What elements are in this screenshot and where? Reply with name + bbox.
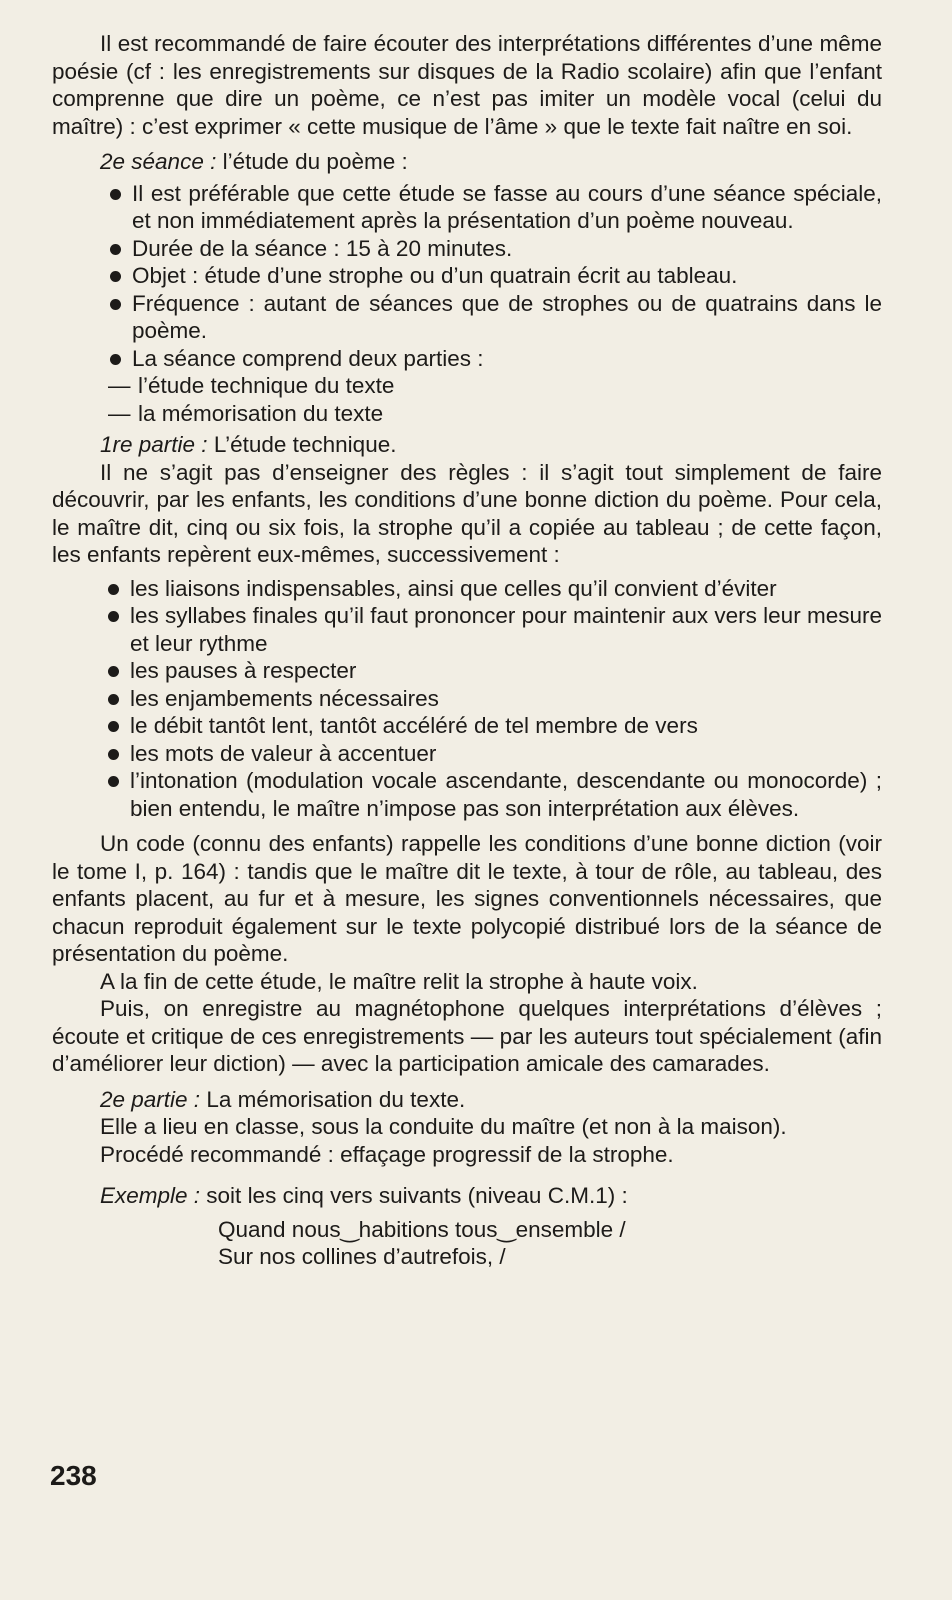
partie2-line1: Elle a lieu en classe, sous la conduite du maître (et non à la maison). — [100, 1114, 787, 1139]
bullet-icon — [110, 271, 121, 282]
list-item: — l’étude technique du texte — [108, 373, 395, 398]
partie2-label: 2e partie : — [100, 1086, 201, 1112]
verse-line: Sur nos collines d’autrefois, / — [218, 1244, 506, 1269]
fin-paragraph: A la fin de cette étude, le maître relit la strophe à haute voix. — [100, 968, 698, 994]
partie1-title: L’étude technique. — [207, 432, 397, 457]
page-number: 238 — [50, 1460, 97, 1491]
partie1-heading — [52, 431, 882, 459]
dash-glyph: — — [108, 400, 131, 426]
partie1-paragraph: Il ne s’agit pas d’enseigner des règles : il s’agit tout simplement de faire découvrir, par les enfants, les conditions d’une bonne diction du poème. Pour cela, le maître dit, cinq ou six fois, la strophe qu’il a copiée au tableau ; de cette façon, les enfants repèrent eux-mêmes, successivement : — [52, 459, 882, 567]
bullet-icon — [110, 189, 121, 200]
exemple-label: Exemple : — [100, 1183, 201, 1208]
bullet-icon — [110, 244, 121, 255]
list-item: les syllabes finales qu’il faut prononcer pour maintenir aux vers leur mesure et leur rythme — [52, 602, 882, 657]
list-item: Objet : étude d’une strophe ou d’un quatrain écrit au tableau. — [52, 262, 882, 290]
list-item: l’intonation (modulation vocale ascendante, descendante ou monocorde) ; bien entendu, le maître n’impose pas son interprétation aux élèves. — [52, 767, 882, 822]
list-item: les enjambements nécessaires — [52, 685, 882, 713]
code-paragraph: Un code (connu des enfants) rappelle les conditions d’une bonne diction (voir le tome I, p. 164) : tandis que le maître dit le texte, à tour de rôle, au tableau, des enfants placent, au fur et à mesure, les signes conventionnels nécessaires, que chacun reproduit également sur le texte polycopié distribué lors de la séance de présentation du poème. — [52, 831, 882, 966]
exemple-heading — [52, 1182, 882, 1210]
bullet-icon — [108, 584, 119, 595]
list-item: La séance comprend deux parties : — [52, 345, 882, 373]
list-item: Il est préférable que cette étude se fasse au cours d’une séance spéciale, et non immédiatement après la présentation d’un poème nouveau. — [52, 180, 882, 235]
partie2-title: La mémorisation du texte. — [200, 1086, 466, 1112]
bullet-icon — [108, 749, 119, 760]
bullet-icon — [108, 666, 119, 677]
seance2-list — [52, 180, 882, 373]
list-item: les pauses à respecter — [52, 657, 882, 685]
seance2-parts — [52, 372, 882, 427]
list-item: les liaisons indispensables, ainsi que celles qu’il convient d’éviter — [52, 575, 882, 603]
exemple-text: soit les cinq vers suivants (niveau C.M.1) : — [200, 1183, 628, 1208]
bullet-icon — [108, 694, 119, 705]
verse-line: Quand nous‿habitions tous‿ensemble / — [218, 1216, 626, 1242]
seance2-label: 2e séance : — [100, 149, 217, 174]
list-item: Fréquence : autant de séances que de strophes ou de quatrains dans le poème. — [52, 290, 882, 345]
list-item: les mots de valeur à accentuer — [52, 740, 882, 768]
bullet-icon — [110, 354, 121, 365]
seance2-heading — [52, 148, 882, 176]
bullet-icon — [110, 299, 121, 310]
list-item: Durée de la séance : 15 à 20 minutes. — [52, 235, 882, 263]
partie2-line2: Procédé recommandé : effaçage progressif de la strophe. — [100, 1141, 674, 1167]
list-item: — la mémorisation du texte — [108, 400, 384, 426]
partie1-list — [52, 575, 882, 823]
verse-block — [52, 1216, 882, 1271]
puis-paragraph: Puis, on enregistre au magnétophone quelques interprétations d’élèves ; écoute et critique de ces enregistrements — par les auteurs tout spécialement (afin d’améliorer leur diction) — avec la participation amicale des camarades. — [52, 996, 882, 1076]
intro-paragraph: Il est recommandé de faire écouter des interprétations différentes d’une même poésie (cf : les enregistrements sur disques de la Radio scolaire) afin que l’enfant comprenne que dire un poème, ce n’est pas imiter un modèle vocal (celui du maître) : c’est exprimer « cette musique de l’âme » que le texte fait naître en soi. — [52, 31, 882, 139]
bullet-icon — [108, 721, 119, 732]
seance2-title: l’étude du poème : — [216, 149, 408, 174]
dash-glyph: — — [108, 373, 131, 398]
partie2-heading — [52, 1086, 882, 1114]
list-item: le débit tantôt lent, tantôt accéléré de tel membre de vers — [52, 712, 882, 740]
partie1-label: 1re partie : — [100, 432, 208, 457]
bullet-icon — [108, 776, 119, 787]
bullet-icon — [108, 611, 119, 622]
